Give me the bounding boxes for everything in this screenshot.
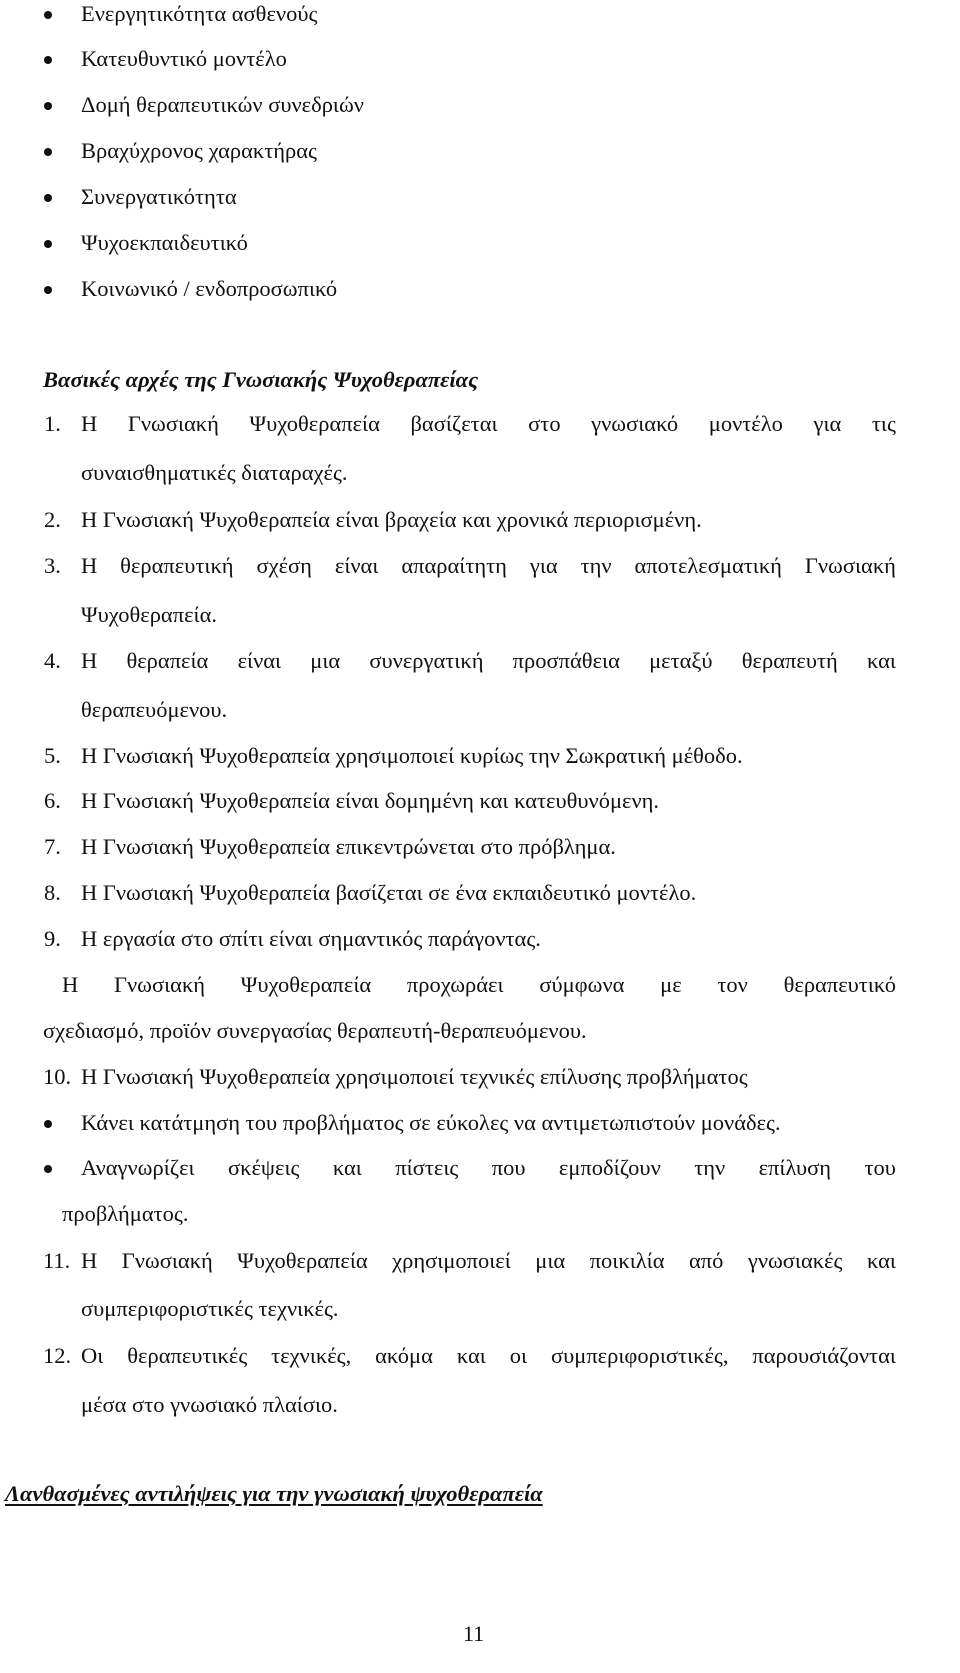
list-number: 6. (44, 788, 61, 813)
word: και (866, 1248, 896, 1273)
word: χρησιμοποιεί (392, 1248, 511, 1273)
word: και (332, 1155, 362, 1180)
principle-10-bullet-1: Κάνει κατάτμηση του προβλήματος σε εύκολες να αντιμετωπιστούν μονάδες. (81, 1110, 781, 1135)
bullet-icon (44, 240, 52, 248)
bullet-icon (44, 1120, 52, 1128)
page-number: 11 (463, 1621, 485, 1646)
word: ακόμα (375, 1343, 433, 1368)
word: προσπάθεια (512, 648, 620, 673)
list-number: 10. (43, 1064, 72, 1089)
list-number: 12. (43, 1343, 72, 1368)
misconceptions-heading: Λανθασμένες αντιλήψεις για την γνωσιακή ψυχοθεραπεία (5, 1481, 543, 1506)
word: Γνωσιακή (113, 972, 206, 997)
word: Γνωσιακή (804, 553, 896, 578)
word: οι (509, 1343, 528, 1368)
list-item: Βραχύχρονος χαρακτήρας (81, 138, 317, 163)
word: Ψυχοθεραπεία (249, 411, 380, 436)
word: συνεργατική (369, 648, 484, 673)
principle-6: Η Γνωσιακή Ψυχοθεραπεία είναι δομημένη και κατευθυνόμενη. (81, 788, 660, 813)
word: Η (81, 648, 98, 673)
word: από (688, 1248, 724, 1273)
principle-10-bullet-2-line-2: προβλήματος. (62, 1201, 189, 1226)
principle-7: Η Γνωσιακή Ψυχοθεραπεία επικεντρώνεται στο πρόβλημα. (81, 834, 616, 859)
word: σύμφωνα (539, 972, 625, 997)
word: με (660, 972, 682, 997)
word: και (456, 1343, 486, 1368)
list-item: Δομή θεραπευτικών συνεδριών (81, 92, 364, 117)
principle-10: Η Γνωσιακή Ψυχοθεραπεία χρησιμοποιεί τεχνικές επίλυσης προβλήματος (81, 1064, 748, 1089)
word: Η (81, 411, 98, 436)
bullet-icon (44, 11, 52, 19)
principle-8: Η Γνωσιακή Ψυχοθεραπεία βασίζεται σε ένα εκπαιδευτικό μοντέλο. (81, 880, 697, 905)
word: που (491, 1155, 526, 1180)
principle-5: Η Γνωσιακή Ψυχοθεραπεία χρησιμοποιεί κυρίως την Σωκρατική μέθοδο. (81, 743, 743, 768)
word: Η (81, 1248, 98, 1273)
word: την (580, 553, 612, 578)
principle-2: Η Γνωσιακή Ψυχοθεραπεία είναι βραχεία και χρονικά περιορισμένη. (81, 507, 702, 532)
word: μια (535, 1248, 566, 1273)
list-number: 9. (44, 926, 61, 951)
paragraph-line-2: σχεδιασμό, προϊόν συνεργασίας θεραπευτή-θεραπευόμενου. (43, 1018, 587, 1043)
word: Γνωσιακή (127, 411, 219, 436)
list-number: 11. (43, 1248, 71, 1273)
list-number: 5. (44, 743, 61, 768)
word: για (813, 411, 842, 436)
word: εμποδίζουν (558, 1155, 661, 1180)
word: στο (528, 411, 561, 436)
list-item: Ψυχοεκπαιδευτικό (81, 230, 248, 255)
word: Η (62, 972, 79, 997)
word: είναι (237, 648, 282, 673)
word: σκέψεις (228, 1155, 300, 1180)
bullet-icon (44, 102, 52, 110)
word: θεραπευτικές (127, 1343, 248, 1368)
bullet-icon (44, 56, 52, 64)
list-item: Κοινωνικό / ενδοπροσωπικό (81, 276, 338, 301)
list-item: Συνεργατικότητα (81, 184, 237, 209)
list-item: Κατευθυντικό μοντέλο (81, 46, 287, 71)
principle-10-bullet-2-line-1 (81, 1157, 896, 1180)
list-number: 3. (44, 553, 61, 578)
word: την (694, 1155, 726, 1180)
word: σχέση (256, 553, 312, 578)
list-number: 4. (44, 648, 61, 673)
word: και (866, 648, 896, 673)
word: προχωράει (406, 972, 504, 997)
word: συμπεριφοριστικές, (550, 1343, 729, 1368)
list-item: Ενεργητικότητα ασθενούς (81, 1, 318, 26)
list-number: 7. (44, 834, 61, 859)
principle-12-line-1 (81, 1345, 896, 1368)
principle-9: Η εργασία στο σπίτι είναι σημαντικός παράγοντας. (81, 926, 541, 951)
principle-1-line-1 (81, 413, 896, 436)
word: τεχνικές, (271, 1343, 352, 1368)
word: θεραπευτικό (783, 972, 896, 997)
list-number: 1. (44, 411, 61, 436)
bullet-icon (44, 1165, 52, 1173)
word: αποτελεσματική (634, 553, 782, 578)
principle-3-line-1 (81, 555, 896, 578)
principle-11-line-2: συμπεριφοριστικές τεχνικές. (81, 1296, 339, 1321)
word: μοντέλο (708, 411, 783, 436)
word: γνωσιακές (747, 1248, 843, 1273)
principle-3-line-2: Ψυχοθεραπεία. (81, 602, 217, 627)
word: βασίζεται (410, 411, 498, 436)
word: θεραπεία (126, 648, 209, 673)
principle-1-line-2: συναισθηματικές διαταραχές. (81, 460, 348, 485)
word: παρουσιάζονται (752, 1343, 896, 1368)
principle-4-line-2: θεραπευόμενου. (81, 697, 228, 722)
bullet-icon (44, 148, 52, 156)
word: ποικιλία (589, 1248, 665, 1273)
word: Ψυχοθεραπεία (240, 972, 372, 997)
paragraph-line-1 (62, 974, 896, 997)
bullet-icon (44, 194, 52, 202)
word: Αναγνωρίζει (81, 1155, 195, 1180)
word: μεταξύ (649, 648, 713, 673)
list-number: 2. (44, 507, 61, 532)
principle-11-line-1 (81, 1250, 896, 1273)
word: Οι (81, 1343, 104, 1368)
word: μια (310, 648, 341, 673)
bullet-icon (44, 286, 52, 294)
word: θεραπευτική (120, 553, 234, 578)
principle-4-line-1 (81, 650, 896, 673)
word: είναι (334, 553, 379, 578)
section-heading: Βασικές αρχές της Γνωσιακής Ψυχοθεραπείας (43, 367, 479, 392)
word: Γνωσιακή (121, 1248, 213, 1273)
word: πίστεις (395, 1155, 459, 1180)
word: γνωσιακό (591, 411, 679, 436)
word: Ψυχοθεραπεία (237, 1248, 368, 1273)
list-number: 8. (44, 880, 61, 905)
principle-12-line-2: μέσα στο γνωσιακό πλαίσιο. (81, 1392, 338, 1417)
word: τις (871, 411, 896, 436)
word: για (529, 553, 558, 578)
word: τον (717, 972, 748, 997)
word: επίλυση (758, 1155, 832, 1180)
word: θεραπευτή (741, 648, 838, 673)
word: του (864, 1155, 896, 1180)
word: Η (81, 553, 98, 578)
word: απαραίτητη (401, 553, 507, 578)
